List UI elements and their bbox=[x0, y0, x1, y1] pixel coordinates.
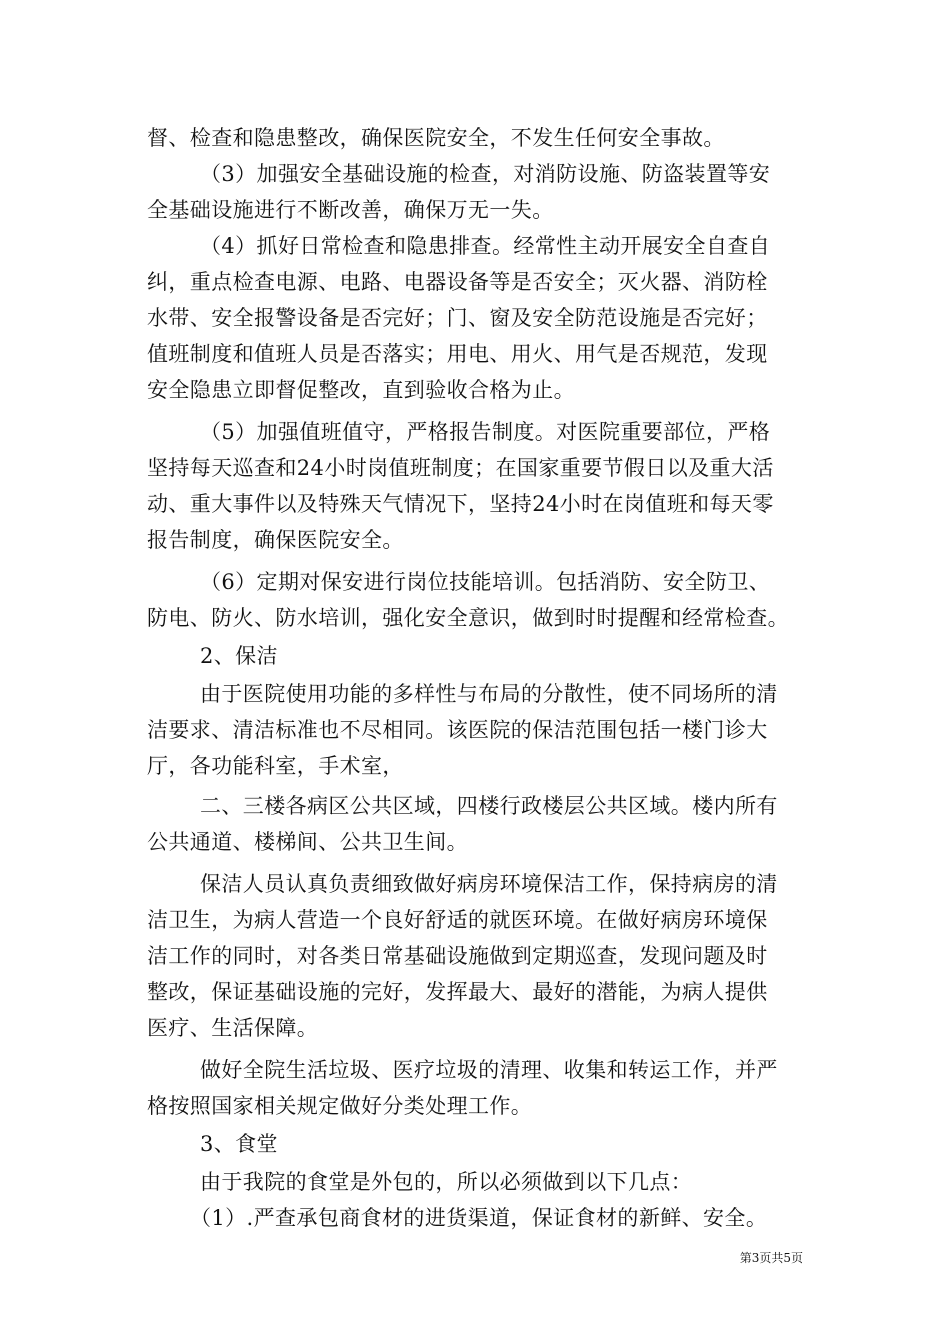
paragraph-line: 做好全院生活垃圾、医疗垃圾的清理、收集和转运工作，并严 bbox=[200, 1058, 778, 1082]
paragraph-line: 二、三楼各病区公共区域，四楼行政楼层公共区域。楼内所有 bbox=[200, 794, 778, 818]
paragraph-line: 坚持每天巡查和24小时岗值班制度；在国家重要节假日以及重大活 bbox=[147, 456, 774, 480]
paragraph-line: 厅，各功能科室，手术室， bbox=[147, 754, 404, 778]
section-heading: 2、保洁 bbox=[200, 644, 278, 668]
paragraph-line: 医疗、生活保障。 bbox=[147, 1016, 319, 1040]
paragraph-line: 全基础设施进行不断改善，确保万无一失。 bbox=[147, 198, 554, 222]
paragraph-line: 报告制度，确保医院安全。 bbox=[147, 528, 404, 552]
paragraph-line: 动、重大事件以及特殊天气情况下，坚持24小时在岗值班和每天零 bbox=[147, 492, 774, 516]
paragraph-line: 纠，重点检查电源、电路、电器设备等是否安全；灭火器、消防栓 bbox=[147, 270, 768, 294]
paragraph-line: （1）.严查承包商食材的进货渠道，保证食材的新鲜、安全。 bbox=[190, 1206, 768, 1230]
paragraph-line: 格按照国家相关规定做好分类处理工作。 bbox=[147, 1094, 533, 1118]
paragraph-line: 由于我院的食堂是外包的，所以必须做到以下几点： bbox=[200, 1170, 693, 1194]
paragraph-line: （5）加强值班值守，严格报告制度。对医院重要部位，严格 bbox=[200, 420, 771, 444]
paragraph-line: 督、检查和隐患整改，确保医院安全，不发生任何安全事故。 bbox=[147, 126, 725, 150]
paragraph-line: 洁要求、清洁标准也不尽相同。该医院的保洁范围包括一楼门诊大 bbox=[147, 718, 768, 742]
paragraph-line: 保洁人员认真负责细致做好病房环境保洁工作，保持病房的清 bbox=[200, 872, 778, 896]
paragraph-line: 洁工作的同时，对各类日常基础设施做到定期巡查，发现问题及时 bbox=[147, 944, 768, 968]
paragraph-line: 公共通道、楼梯间、公共卫生间。 bbox=[147, 830, 468, 854]
paragraph-line: 安全隐患立即督促整改，直到验收合格为止。 bbox=[147, 378, 575, 402]
paragraph-line: 值班制度和值班人员是否落实；用电、用火、用气是否规范，发现 bbox=[147, 342, 768, 366]
page-number: 第3页共5页 bbox=[739, 1251, 803, 1265]
paragraph-line: 防电、防火、防水培训，强化安全意识，做到时时提醒和经常检查。 bbox=[147, 606, 789, 630]
paragraph-line: 整改，保证基础设施的完好，发挥最大、最好的潜能，为病人提供 bbox=[147, 980, 768, 1004]
paragraph-line: （6）定期对保安进行岗位技能培训。包括消防、安全防卫、 bbox=[200, 570, 771, 594]
paragraph-line: 洁卫生，为病人营造一个良好舒适的就医环境。在做好病房环境保 bbox=[147, 908, 768, 932]
paragraph-line: （3）加强安全基础设施的检查，对消防设施、防盗装置等安 bbox=[200, 162, 771, 186]
paragraph-line: （4）抓好日常检查和隐患排查。经常性主动开展安全自查自 bbox=[200, 234, 771, 258]
paragraph-line: 由于医院使用功能的多样性与布局的分散性，使不同场所的清 bbox=[200, 682, 778, 706]
section-heading: 3、食堂 bbox=[200, 1132, 278, 1156]
paragraph-line: 水带、安全报警设备是否完好；门、窗及安全防范设施是否完好； bbox=[147, 306, 768, 330]
